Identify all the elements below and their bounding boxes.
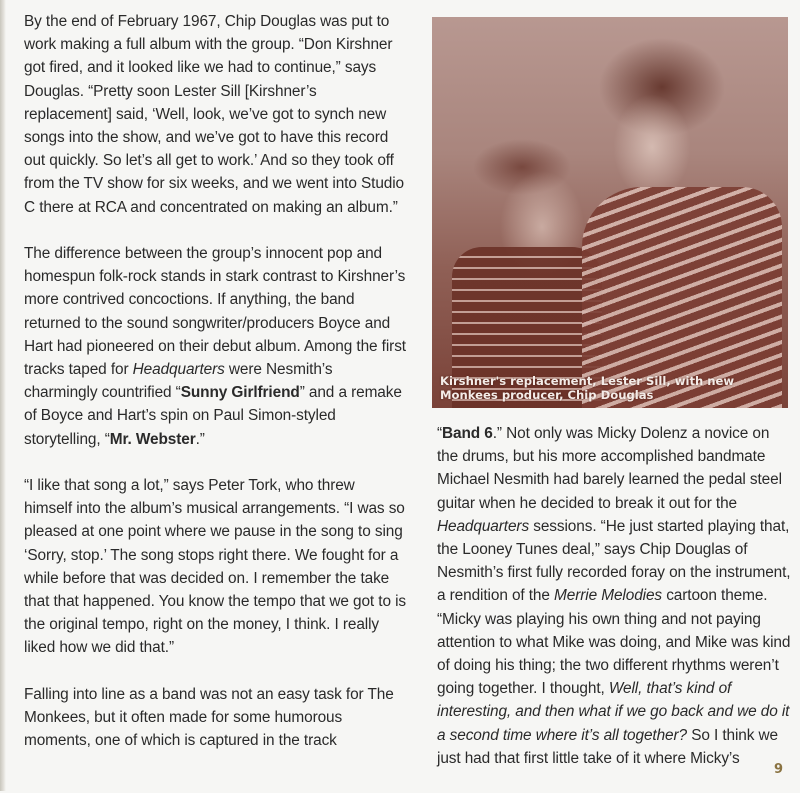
song-title: Sunny Girlfriend bbox=[180, 384, 300, 402]
italic-text: Headquarters bbox=[132, 361, 225, 379]
text-run: .” bbox=[195, 430, 205, 448]
text-run: cartoon theme. “Micky was playing his own thing and not paying attention to what Mike was doing, and Mike was kind of doing his thing; the two different rhythms weren’t going together. I thought, bbox=[437, 587, 791, 698]
page-binding-edge bbox=[0, 0, 6, 791]
page-number: 9 bbox=[774, 762, 784, 777]
right-text-column bbox=[437, 422, 792, 793]
italic-text: Headquarters bbox=[437, 517, 530, 535]
italic-text: Merrie Melodies bbox=[554, 587, 663, 605]
text-run: “ bbox=[437, 425, 443, 442]
photo-lester-sill-chip-douglas bbox=[432, 17, 788, 408]
left-text-column bbox=[24, 10, 406, 776]
text-run: So I think we just had that first little take of it where Micky’s bbox=[437, 726, 779, 767]
song-title: Band 6 bbox=[442, 425, 493, 442]
text-run: ” and a remake of Boyce and Hart’s spin on Paul Simon-styled storytelling, “ bbox=[24, 384, 402, 448]
photo-caption: Kirshner's replacement, Lester Sill, with new Monkees producer, Chip Douglas bbox=[440, 374, 735, 402]
text-run: sessions. “He just started playing that, the Looney Tunes deal,” says Chip Douglas of Nesmith’s first fully recorded foray on the instrument, a rendition of the bbox=[437, 517, 791, 605]
text-run: Falling into line as a band was not an easy task for The Monkees, but it often made for some humorous moments, one of which is captured in the track bbox=[24, 685, 394, 750]
text-run: The difference between the group’s innocent pop and homespun folk-rock stands in stark contrast to Kirshner’s more contrived concoctions. If anything, the band returned to the sound songwriter/producers Boyce and Hart had pioneered on their debut album. Among the first tracks taped for bbox=[24, 245, 406, 379]
body-paragraph bbox=[24, 683, 406, 753]
italic-text: Well, that’s kind of interesting, and then what if we go back and we do it a second time where it’s all together? bbox=[437, 680, 790, 744]
body-paragraph bbox=[24, 242, 406, 451]
text-run: By the end of February 1967, Chip Douglas was put to work making a full album with the group. “Don Kirshner got fired, and it looked like we had to continue,” says Douglas. “Pretty soon Lester Sill [Kirshner’s replacement] said, ‘Well, look, we’ve got to synch new songs into the show, and we’ve got to have this record out quickly. So let’s all get to work.’ And so they took off from the TV show for six weeks, and we went into Studio C there at RCA and concentrated on making an album.” bbox=[24, 13, 405, 216]
text-run: were Nesmith’s charmingly countrified “ bbox=[24, 361, 333, 402]
text-run: “I like that song a lot,” says Peter Tork, who threw himself into the album’s musical arrangements. “I was so pleased at one point where we pause in the song to sing ‘Sorry, stop.’ The song stops right there. We fought for a while before that was decided on. I remember the take that that happened. You know the tempo that we got to is the original tempo, right on the money, I think. I really liked how we did that.” bbox=[24, 477, 407, 657]
body-paragraph bbox=[24, 10, 406, 219]
song-title: Mr. Webster bbox=[109, 430, 196, 448]
body-paragraph bbox=[437, 422, 792, 770]
body-paragraph bbox=[24, 474, 406, 660]
text-run: .” Not only was Micky Dolenz a novice on the drums, but his more accomplished bandmate Michael Nesmith had barely learned the pedal steel guitar when he decided to break it out for the bbox=[437, 425, 782, 512]
